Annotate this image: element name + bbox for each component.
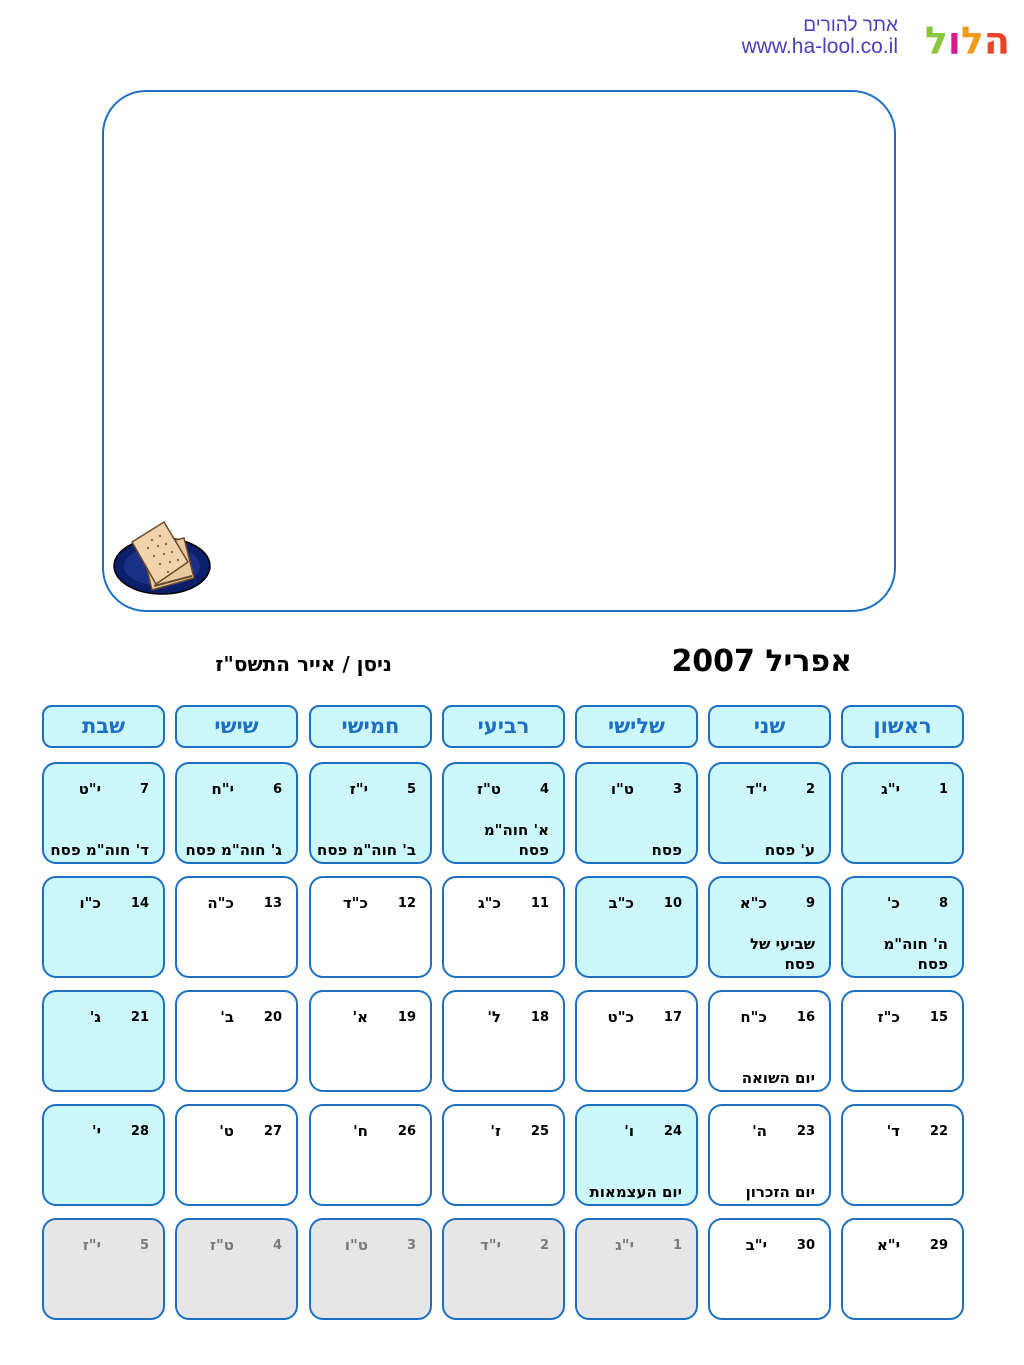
day-cell[interactable] (841, 876, 964, 978)
hebrew-date: י' (91, 1122, 101, 1140)
day-cell[interactable] (442, 762, 565, 864)
gregorian-date: 16 (796, 1010, 815, 1025)
gregorian-date: 14 (130, 896, 149, 911)
hebrew-date: י"ז (82, 1236, 101, 1254)
next-month-day-cell[interactable] (442, 1218, 565, 1320)
hebrew-date: ט"ז (476, 780, 501, 798)
gregorian-date: 29 (929, 1238, 948, 1253)
logo-letter: ל (924, 19, 948, 63)
weekday-header: ראשון (841, 705, 964, 748)
gregorian-date: 5 (406, 782, 416, 797)
day-cell[interactable] (442, 876, 565, 978)
gregorian-date: 23 (796, 1124, 815, 1139)
hebrew-date: כ"ח (740, 1008, 767, 1026)
day-cell[interactable] (708, 1104, 831, 1206)
hebrew-date: כ' (886, 894, 900, 912)
day-cell[interactable] (708, 762, 831, 864)
hebrew-date: ט"ז (209, 1236, 234, 1254)
hebrew-date: כ"ב (608, 894, 634, 912)
hebrew-date: כ"ג (477, 894, 501, 912)
hebrew-date: ח' (353, 1122, 368, 1140)
day-cell[interactable] (575, 1104, 698, 1206)
weekday-header: חמישי (309, 705, 432, 748)
day-cell[interactable] (708, 1218, 831, 1320)
hebrew-date: ד' (886, 1122, 900, 1140)
day-cell[interactable] (309, 1104, 432, 1206)
hebrew-date: י"ח (211, 780, 234, 798)
gregorian-date: 2 (805, 782, 815, 797)
next-month-day-cell[interactable] (309, 1218, 432, 1320)
hebrew-date: כ"ד (342, 894, 368, 912)
hebrew-date: י"ג (881, 780, 900, 798)
weekday-header: שישי (175, 705, 298, 748)
gregorian-date: 25 (530, 1124, 549, 1139)
gregorian-date: 6 (272, 782, 282, 797)
day-cell[interactable] (442, 1104, 565, 1206)
gregorian-date: 13 (263, 896, 282, 911)
hebrew-date: י"א (876, 1236, 900, 1254)
holiday-label: ג' חוה"מ פסח (185, 841, 282, 859)
next-month-day-cell[interactable] (575, 1218, 698, 1320)
gregorian-date: 10 (663, 896, 682, 911)
day-cell[interactable] (708, 876, 831, 978)
day-cell[interactable] (841, 1218, 964, 1320)
hebrew-date: ט"ו (610, 780, 634, 798)
day-cell[interactable] (442, 990, 565, 1092)
gregorian-date: 8 (938, 896, 948, 911)
hebrew-date: י"ג (615, 1236, 634, 1254)
hebrew-date: א' (352, 1008, 368, 1026)
photo-frame (102, 90, 896, 612)
holiday-label: פסח (651, 841, 682, 859)
weekday-header: שבת (42, 705, 165, 748)
day-cell[interactable] (175, 876, 298, 978)
gregorian-date: 28 (130, 1124, 149, 1139)
holiday-label: יום הזכרון (745, 1183, 815, 1201)
gregorian-date: 27 (263, 1124, 282, 1139)
gregorian-date: 17 (663, 1010, 682, 1025)
day-cell[interactable] (841, 1104, 964, 1206)
weekday-header: רביעי (442, 705, 565, 748)
day-cell[interactable] (175, 1104, 298, 1206)
hebrew-date: כ"ט (607, 1008, 634, 1026)
holiday-label: שביעי של פסח (749, 935, 815, 973)
weekday-header: שלישי (575, 705, 698, 748)
gregorian-date: 19 (397, 1010, 416, 1025)
gregorian-date: 3 (672, 782, 682, 797)
hebrew-date: י"ד (745, 780, 767, 798)
hebrew-date: י"ד (479, 1236, 501, 1254)
hebrew-date: י"ט (78, 780, 101, 798)
gregorian-date: 1 (672, 1238, 682, 1253)
holiday-label: ב' חוה"מ פסח (317, 841, 416, 859)
hebrew-date: ט' (219, 1122, 234, 1140)
hebrew-date: כ"א (739, 894, 767, 912)
month-title: אפריל 2007 (671, 644, 852, 679)
site-url[interactable]: www.ha-lool.co.il (741, 34, 898, 58)
gregorian-date: 4 (272, 1238, 282, 1253)
gregorian-date: 1 (938, 782, 948, 797)
gregorian-date: 7 (139, 782, 149, 797)
weekday-header: שני (708, 705, 831, 748)
day-cell[interactable] (42, 1104, 165, 1206)
logo-letter: ה (983, 19, 1010, 63)
matzah-plate-icon (112, 518, 216, 600)
day-cell[interactable] (841, 762, 964, 864)
hebrew-date: ג' (89, 1008, 101, 1026)
hebrew-date: ה' (752, 1122, 767, 1140)
hebrew-date: כ"ז (877, 1008, 900, 1026)
site-tagline: אתר להורים (803, 15, 898, 36)
gregorian-date: 20 (263, 1010, 282, 1025)
hebrew-date: ז' (490, 1122, 501, 1140)
hebrew-date: כ"ו (79, 894, 101, 912)
holiday-label: יום העצמאות (589, 1183, 682, 1201)
logo-letter: ל (960, 19, 984, 63)
hebrew-month-title: ניסן / אייר התשס"ז (215, 652, 392, 676)
hebrew-date: י"ז (349, 780, 368, 798)
gregorian-date: 24 (663, 1124, 682, 1139)
gregorian-date: 9 (805, 896, 815, 911)
day-cell[interactable] (309, 990, 432, 1092)
gregorian-date: 22 (929, 1124, 948, 1139)
hebrew-date: ב' (220, 1008, 234, 1026)
next-month-day-cell[interactable] (175, 1218, 298, 1320)
day-cell[interactable] (42, 762, 165, 864)
gregorian-date: 21 (130, 1010, 149, 1025)
holiday-label: ה' חוה"מ פסח (883, 935, 948, 973)
next-month-day-cell[interactable] (42, 1218, 165, 1320)
hebrew-date: כ"ה (207, 894, 234, 912)
gregorian-date: 2 (539, 1238, 549, 1253)
day-cell[interactable] (575, 762, 698, 864)
day-cell[interactable] (575, 876, 698, 978)
hebrew-date: ו' (624, 1122, 634, 1140)
site-header (742, 16, 898, 58)
gregorian-date: 5 (139, 1238, 149, 1253)
day-cell[interactable] (175, 990, 298, 1092)
day-cell[interactable] (309, 762, 432, 864)
holiday-label: ע' פסח (764, 841, 815, 859)
day-cell[interactable] (175, 762, 298, 864)
day-cell[interactable] (708, 990, 831, 1092)
day-cell[interactable] (575, 990, 698, 1092)
hebrew-date: י"ב (745, 1236, 767, 1254)
gregorian-date: 3 (406, 1238, 416, 1253)
gregorian-date: 15 (929, 1010, 948, 1025)
gregorian-date: 12 (397, 896, 416, 911)
holiday-label: יום השואה (741, 1069, 815, 1087)
day-cell[interactable] (42, 876, 165, 978)
site-logo[interactable] (924, 19, 1010, 63)
gregorian-date: 4 (539, 782, 549, 797)
gregorian-date: 11 (530, 896, 549, 911)
hebrew-date: ל' (487, 1008, 501, 1026)
day-cell[interactable] (309, 876, 432, 978)
gregorian-date: 26 (397, 1124, 416, 1139)
holiday-label: א' חוה"מ פסח (483, 821, 549, 859)
day-cell[interactable] (841, 990, 964, 1092)
gregorian-date: 18 (530, 1010, 549, 1025)
hebrew-date: ט"ו (344, 1236, 368, 1254)
day-cell[interactable] (42, 990, 165, 1092)
holiday-label: ד' חוה"מ פסח (50, 841, 149, 859)
gregorian-date: 30 (796, 1238, 815, 1253)
logo-letter: ו (947, 19, 961, 63)
